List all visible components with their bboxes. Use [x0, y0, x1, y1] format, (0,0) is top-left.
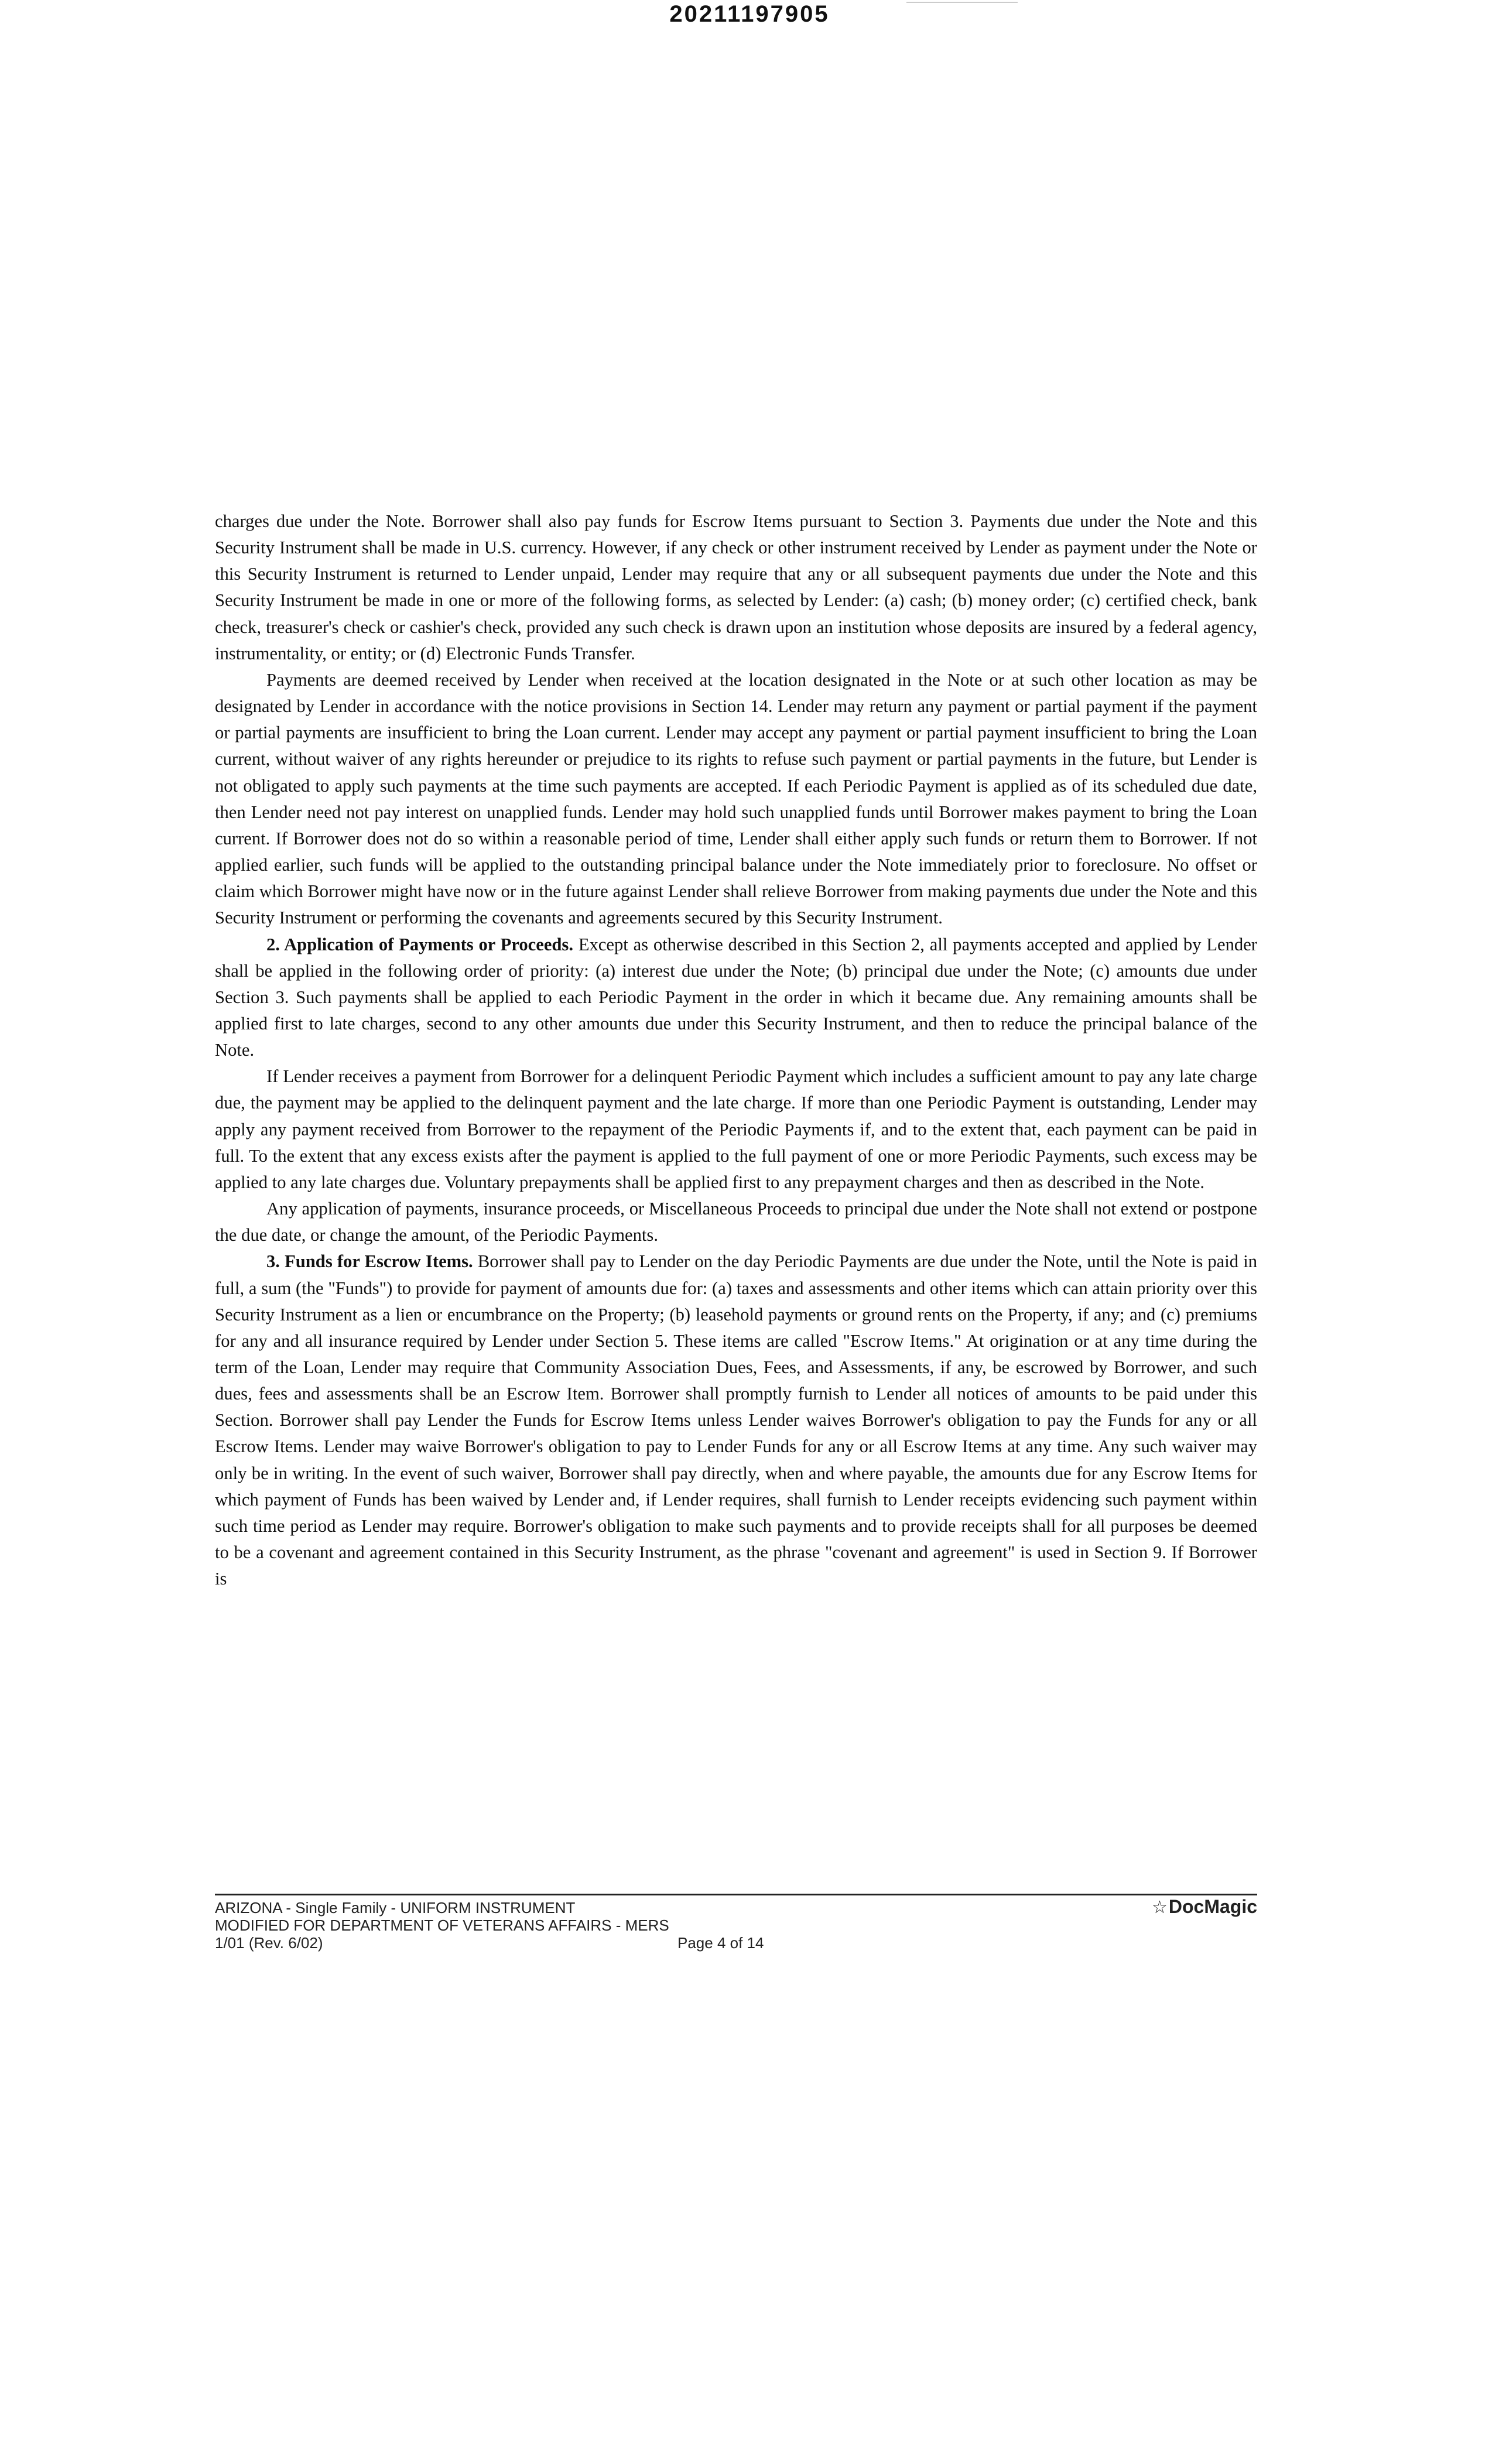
document-number: 20211197905 [669, 1, 830, 27]
document-body [215, 508, 1257, 1592]
paragraph-application-no-extension: Any application of payments, insurance proceeds, or Miscellaneous Proceeds to principal due under the Note shall not extend or postpone the due date, or change the amount, of the Periodic Payments. [215, 1199, 1257, 1245]
section-3-text: Borrower shall pay to Lender on the day Periodic Payments are due under the Note, until the Note is paid in full, a sum (the "Funds") to provide for payment of amounts due for: (a) taxes and assessments and other items which can attain priority over this Security Instrument as a lien or encumbrance on the Property; (b) leasehold payments or ground rents on the Property, if any; and (c) premiums for any and all insurance required by Lender under Section 5. These items are called "Escrow Items." At origination or at any time during the term of the Loan, Lender may require that Community Association Dues, Fees, and Assessments, if any, be escrowed by Borrower, and such dues, fees and assessments shall be an Escrow Item. Borrower shall promptly furnish to Lender all notices of amounts to be paid under this Section. Borrower shall pay Lender the Funds for Escrow Items unless Lender waives Borrower's obligation to pay the Funds for any or all Escrow Items. Lender may waive Borrower's obligation to pay to Lender Funds for any or all Escrow Items at any time. Any such waiver may only be in writing. In the event of such waiver, Borrower shall pay directly, when and where payable, the amounts due for any Escrow Items for which payment of Funds has been waived by Lender and, if Lender requires, shall furnish to Lender receipts evidencing such payment within such time period as Lender may require. Borrower's obligation to make such payments and to provide receipts shall for all purposes be deemed to be a covenant and agreement contained in this Security Instrument, as the phrase "covenant and agreement" is used in Section 9. If Borrower is [215, 1251, 1257, 1589]
footer-line-1: ARIZONA - Single Family - UNIFORM INSTRUMENT [215, 1899, 576, 1917]
paragraph-payments-received: Payments are deemed received by Lender when received at the location designated in the Note or at such other location as may be designated by Lender in accordance with the notice provisions in Section 14. Lender may return any payment or partial payment if the payment or partial payments are insufficient to bring the Loan current. Lender may accept any payment or partial payment insufficient to bring the Loan current, without waiver of any rights hereunder or prejudice to its rights to refuse such payment or partial payments in the future, but Lender is not obligated to apply such payments at the time such payments are accepted. If each Periodic Payment is applied as of its scheduled due date, then Lender need not pay interest on unapplied funds. Lender may hold such unapplied funds until Borrower makes payment to bring the Loan current. If Borrower does not do so within a reasonable period of time, Lender shall either apply such funds or return them to Borrower. If not applied earlier, such funds will be applied to the outstanding principal balance under the Note immediately prior to foreclosure. No offset or claim which Borrower might have now or in the future against Lender shall relieve Borrower from making payments due under the Note and this Security Instrument or performing the covenants and agreements secured by this Security Instrument. [215, 669, 1257, 928]
page-number: Page 4 of 14 [677, 1934, 764, 1952]
section-2-application-of-payments [215, 932, 1257, 1064]
page-footer [215, 1894, 1257, 1952]
footer-line-3 [215, 1934, 1257, 1952]
section-3-funds-for-escrow [215, 1248, 1257, 1592]
footer-line-2: MODIFIED FOR DEPARTMENT OF VETERANS AFFAIRS - MERS [215, 1917, 669, 1934]
brand-name: DocMagic [1168, 1896, 1257, 1917]
section-3-heading: 3. Funds for Escrow Items. [266, 1251, 473, 1272]
header-divider [906, 2, 1018, 3]
docmagic-logo [1152, 1898, 1257, 1917]
section-2-heading: 2. Application of Payments or Proceeds. [266, 934, 573, 954]
form-revision: 1/01 (Rev. 6/02) [215, 1934, 323, 1952]
star-icon: ☆ [1151, 1898, 1168, 1917]
paragraph-delinquent-payment: If Lender receives a payment from Borrower for a delinquent Periodic Payment which includes a sufficient amount to pay any late charge due, the payment may be applied to the delinquent payment and the late charge. If more than one Periodic Payment is outstanding, Lender may apply any payment received from Borrower to the repayment of the Periodic Payments if, and to the extent that, each payment can be paid in full. To the extent that any excess exists after the payment is applied to the full payment of one or more Periodic Payments, such excess may be applied to any late charges due. Voluntary prepayments shall be applied first to any prepayment charges and then as described in the Note. [215, 1066, 1257, 1192]
paragraph-payments-currency: charges due under the Note. Borrower shall also pay funds for Escrow Items pursuant to Section 3. Payments due under the Note and this Security Instrument shall be made in U.S. currency. However, if any check or other instrument received by Lender as payment under the Note or this Security Instrument is returned to Lender unpaid, Lender may require that any or all subsequent payments due under the Note and this Security Instrument be made in one or more of the following forms, as selected by Lender: (a) cash; (b) money order; (c) certified check, bank check, treasurer's check or cashier's check, provided any such check is drawn upon an institution whose deposits are insured by a federal agency, instrumentality, or entity; or (d) Electronic Funds Transfer. [215, 511, 1257, 663]
section-2-text: Except as otherwise described in this Section 2, all payments accepted and applied by Lender shall be applied in the following order of priority: (a) interest due under the Note; (b) principal due under the Note; (c) amounts due under Section 3. Such payments shall be applied to each Periodic Payment in the order in which it became due. Any remaining amounts shall be applied first to late charges, second to any other amounts due under this Security Instrument, and then to reduce the principal balance of the Note. [215, 934, 1257, 1060]
